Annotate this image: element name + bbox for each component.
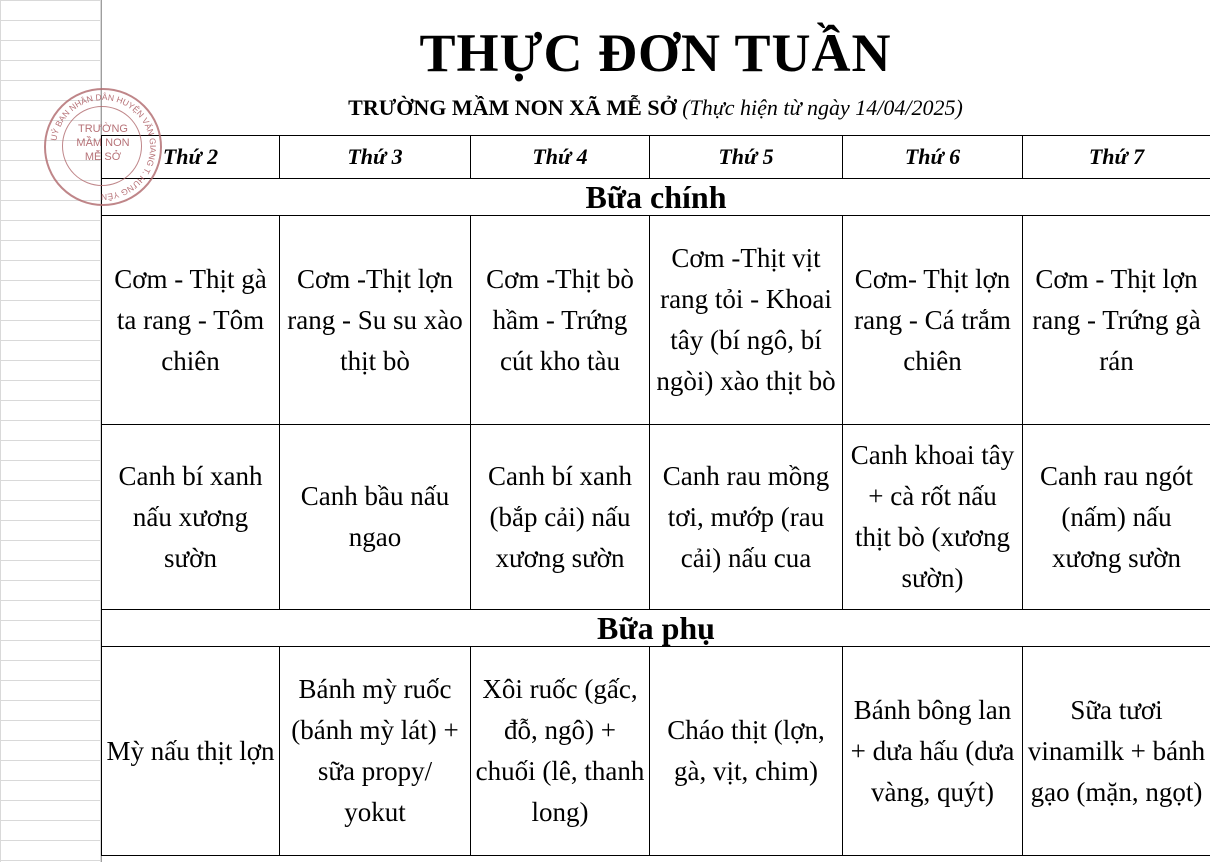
day-header: Thứ 7: [1023, 136, 1210, 179]
main-dish-cell: Cơm - Thịt gà ta rang - Tôm chiên: [102, 216, 280, 425]
soup-cell: Canh rau mồng tơi, mướp (rau cải) nấu cua: [650, 425, 843, 610]
day-header: Thứ 4: [471, 136, 650, 179]
main-dish-row: [102, 216, 1210, 425]
soup-row: [102, 425, 1210, 610]
soup-cell: Canh bầu nấu ngao: [280, 425, 471, 610]
seal-ring-label: UỶ BAN NHÂN DÂN HUYỆN VĂN GIANG T. HƯNG YÊN: [48, 91, 159, 203]
side-dish-cell: Cháo thịt (lợn, gà, vịt, chim): [650, 647, 843, 856]
school-seal: [44, 88, 162, 206]
soup-cell: Canh bí xanh nấu xương sườn: [102, 425, 280, 610]
day-header: Thứ 3: [280, 136, 471, 179]
soup-cell: Canh rau ngót (nấm) nấu xương sườn: [1023, 425, 1210, 610]
day-header-row: [102, 136, 1210, 179]
seal-center-text: [66, 122, 140, 164]
seal-line: MẦM NON: [76, 137, 130, 149]
soup-cell: Canh bí xanh (bắp cải) nấu xương sườn: [471, 425, 650, 610]
main-dish-cell: Cơm -Thịt lợn rang - Su su xào thịt bò: [280, 216, 471, 425]
soup-cell: Canh khoai tây + cà rốt nấu thịt bò (xương sườn): [843, 425, 1023, 610]
side-meal-heading: Bữa phụ: [102, 610, 1210, 647]
side-dish-row: [102, 647, 1210, 856]
side-dish-cell: Mỳ nấu thịt lợn: [102, 647, 280, 856]
side-dish-cell: Bánh bông lan + dưa hấu (dưa vàng, quýt): [843, 647, 1023, 856]
side-dish-cell: Bánh mỳ ruốc (bánh mỳ lát) + sữa propy/ yokut: [280, 647, 471, 856]
seal-line: MỄ SỞ: [84, 151, 122, 163]
day-header: Thứ 6: [843, 136, 1023, 179]
school-name: TRƯỜNG MẦM NON XÃ MỄ SỞ: [348, 95, 677, 120]
seal-line: TRƯỜNG: [78, 123, 128, 135]
main-dish-cell: Cơm -Thịt vịt rang tỏi - Khoai tây (bí ngô, bí ngòi) xào thịt bò: [650, 216, 843, 425]
subtitle: [101, 94, 1210, 122]
side-dish-cell: Sữa tươi vinamilk + bánh gạo (mặn, ngọt): [1023, 647, 1210, 856]
date-period: (Thực hiện từ ngày 14/04/2025): [682, 95, 963, 120]
day-header: Thứ 5: [650, 136, 843, 179]
page-title: THỰC ĐƠN TUẦN: [419, 23, 892, 83]
main-dish-cell: Cơm -Thịt bò hầm - Trứng cút kho tàu: [471, 216, 650, 425]
weekly-menu-table: [101, 135, 1210, 856]
main-dish-cell: Cơm - Thịt lợn rang - Trứng gà rán: [1023, 216, 1210, 425]
main-dish-cell: Cơm- Thịt lợn rang - Cá trắm chiên: [843, 216, 1023, 425]
main-meal-heading: Bữa chính: [102, 179, 1210, 216]
side-dish-cell: Xôi ruốc (gấc, đỗ, ngô) + chuối (lê, thanh long): [471, 647, 650, 856]
day-header: Thứ 2: [102, 136, 280, 179]
